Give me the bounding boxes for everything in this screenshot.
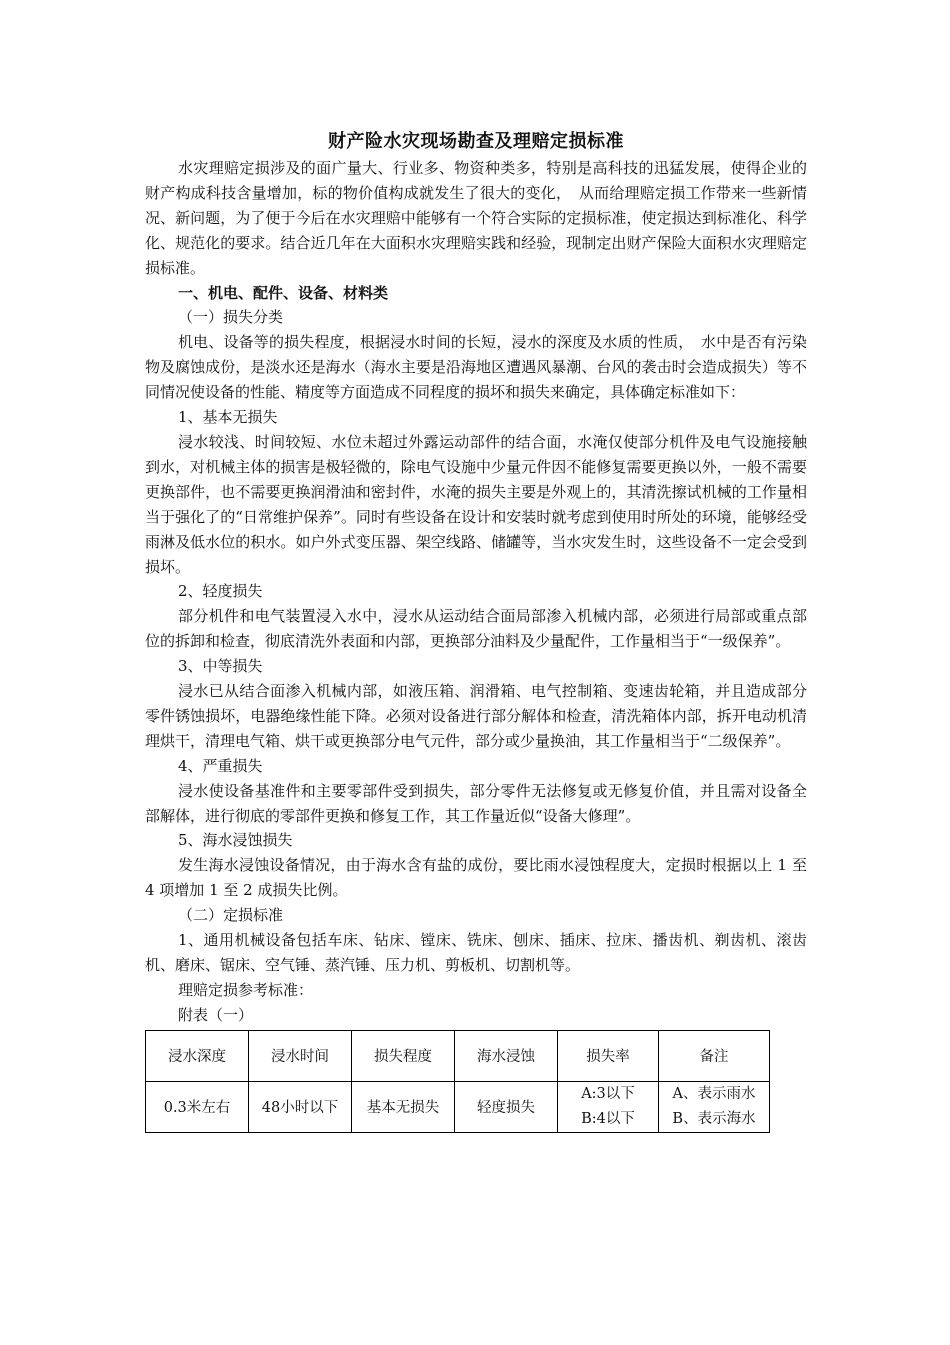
paragraph: 4、严重损失 <box>178 756 263 775</box>
document-title: 财产险水灾现场勘查及理赔定损标准 <box>328 131 624 152</box>
table-cell-degree: 基本无损失 <box>352 1081 455 1132</box>
table-header-cell: 备注 <box>659 1030 770 1081</box>
paragraph: 5、海水浸蚀损失 <box>178 831 293 850</box>
table-cell-seawater: 轻度损失 <box>455 1081 558 1132</box>
paragraph: 浸水使设备基准件和主要零部件受到损失，部分零件无法修复或无修复价值，并且需对设备全部解体，进行彻底的零部件更换和修复工作，其工作量近似“设备大修理”。 <box>145 781 807 825</box>
paragraph: 发生海水浸蚀设备情况，由于海水含有盐的成份，要比雨水浸蚀程度大，定损时根据以上 1 至 4 项增加 1 至 2 成损失比例。 <box>145 856 807 900</box>
paragraph: 机电、设备等的损失程度，根据浸水时间的长短，浸水的深度及水质的性质， 水中是否有污染物及腐蚀成份，是淡水还是海水（海水主要是沿海地区遭遇风暴潮、台风的袭击时会造成损失）等不同情况使设备的性能、精度等方面造成不同程度的损坏和损失来确定，具体确定标准如下： <box>145 333 807 402</box>
paragraph: 附表（一） <box>178 1005 254 1024</box>
paragraph: 3、中等损失 <box>178 657 263 676</box>
paragraph: 1、通用机械设备包括车床、钻床、镗床、铣床、刨床、插床、拉床、播齿机、剃齿机、滚齿机、磨床、锯床、空气锤、蒸汽锤、压力机、剪板机、切割机等。 <box>145 931 807 974</box>
table-cell-rate <box>558 1081 659 1132</box>
paragraph: （一）损失分类 <box>178 308 284 327</box>
paragraph: 水灾理赔定损涉及的面广量大、行业多、物资种类多，特别是高科技的迅猛发展，使得企业的财产构成科技含量增加，标的物价值构成就发生了很大的变化， 从而给理赔定损工作带来一些新情况、新问题，为了便于今后在水灾理赔中能够有一个符合实际的定损标准，使定损达到标准化、科学化、规范化的要求。结合近几年在大面积水灾理赔实践和经验，现制定出财产保险大面积水灾理赔定损标准。 <box>145 159 807 277</box>
table-header-cell: 浸水时间 <box>249 1030 352 1081</box>
rate-b: B:4以下 <box>581 1110 635 1127</box>
table-header-cell: 海水浸蚀 <box>455 1030 558 1081</box>
paragraph: 浸水较浅、时间较短、水位未超过外露运动部件的结合面，水淹仅使部分机件及电气设施接触到水，对机械主体的损害是极轻微的，除电气设施中少量元件因不能修复需要更换以外，一般不需要更换部件，也不需要更换润滑油和密封件，水淹的损失主要是外观上的，其清洗擦试机械的工作量相当于强化了的“日常维护保养”。同时有些设备在设计和安装时就考虑到使用时所处的环境，能够经受雨淋及低水位的积水。如户外式变压器、架空线路、储罐等，当水灾发生时，这些设备不一定会受到损坏。 <box>145 432 807 576</box>
table-header-row <box>146 1030 770 1081</box>
table-cell-depth: 0.3米左右 <box>146 1081 249 1132</box>
paragraph: 1、基本无损失 <box>178 408 278 427</box>
loss-table <box>145 1030 770 1133</box>
document-body <box>145 156 807 1028</box>
table-row <box>146 1081 770 1132</box>
paragraph: （二）定损标准 <box>178 906 284 925</box>
section-heading: 一、机电、配件、设备、材料类 <box>178 283 389 302</box>
table-cell-note <box>659 1081 770 1132</box>
table-header-cell: 损失程度 <box>352 1030 455 1081</box>
paragraph: 理赔定损参考标准： <box>178 980 314 999</box>
table-header-cell: 浸水深度 <box>146 1030 249 1081</box>
note-b: B、表示海水 <box>672 1110 756 1127</box>
rate-a: A:3以下 <box>581 1085 635 1102</box>
table-header-cell: 损失率 <box>558 1030 659 1081</box>
paragraph: 2、轻度损失 <box>178 582 263 601</box>
paragraph: 浸水已从结合面渗入机械内部，如液压箱、润滑箱、电气控制箱、变速齿轮箱，并且造成部分零件锈蚀损坏，电器绝缘性能下降。必须对设备进行部分解体和检查，清洗箱体内部，拆开电动机清理烘干，清理电气箱、烘干或更换部分电气元件，部分或少量换油，其工作量相当于“二级保养”。 <box>145 682 807 750</box>
paragraph: 部分机件和电气装置浸入水中，浸水从运动结合面局部渗入机械内部，必须进行局部或重点部位的拆卸和检查，彻底清洗外表面和内部，更换部分油料及少量配件，工作量相当于“一级保养”。 <box>145 607 807 651</box>
note-a: A、表示雨水 <box>672 1085 756 1102</box>
document-page <box>145 128 807 1133</box>
table-cell-time: 48小时以下 <box>249 1081 352 1132</box>
